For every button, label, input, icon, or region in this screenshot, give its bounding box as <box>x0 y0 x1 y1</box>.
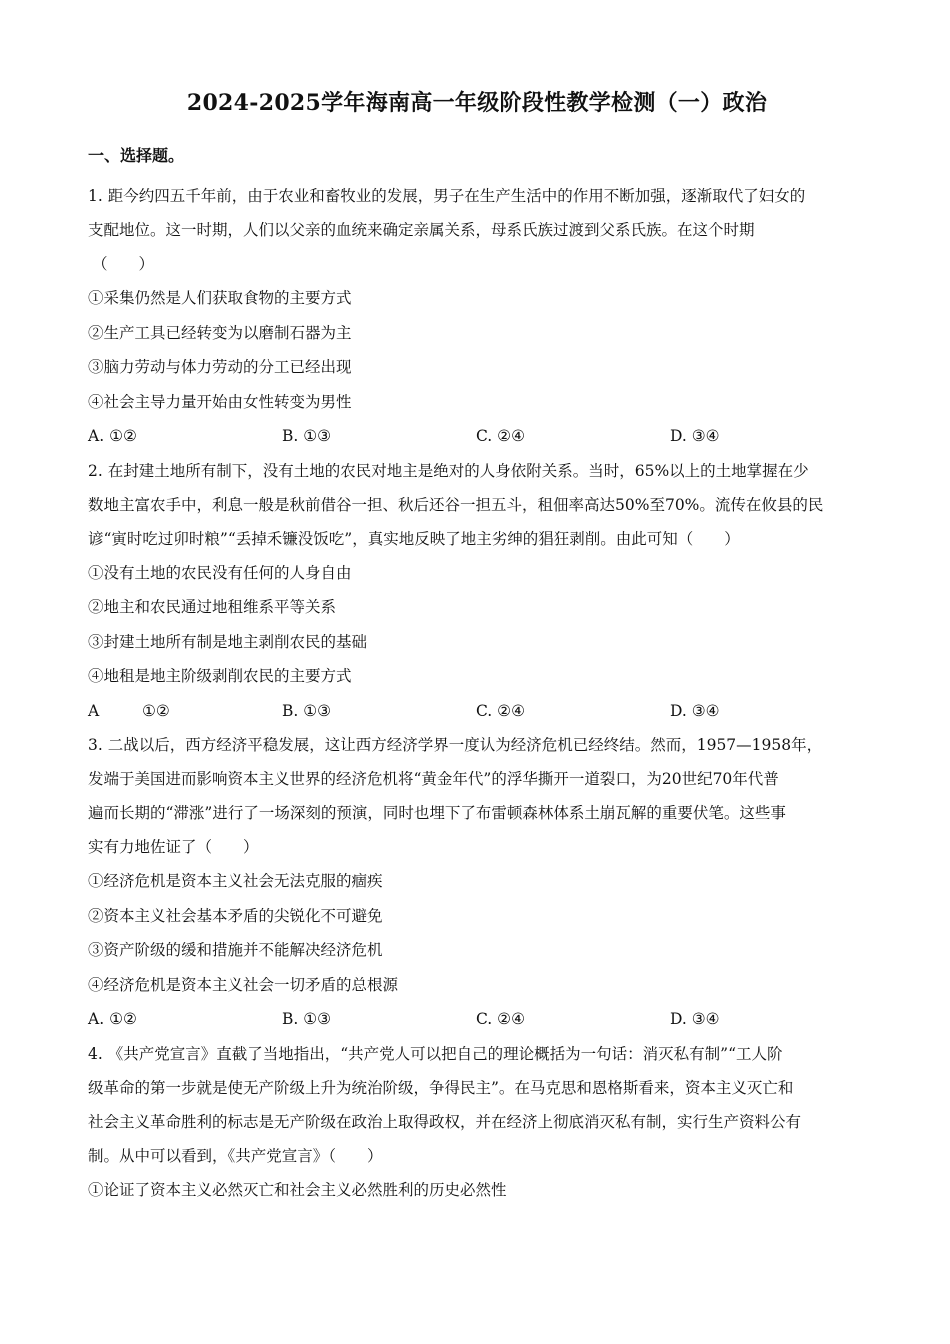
question-stem-line: 支配地位。这一时期，人们以父亲的血统来确定亲属关系，母系氏族过渡到父系氏族。在这个时期 <box>88 221 755 239</box>
choice-b <box>282 1002 476 1037</box>
choice-text: ②④ <box>497 427 525 445</box>
statement-option: ②地主和农民通过地租维系平等关系 <box>88 598 337 616</box>
question-3 <box>88 728 866 1037</box>
choice-b <box>282 419 476 454</box>
choice-a <box>88 1002 282 1037</box>
choice-letter: D. <box>670 701 687 720</box>
choice-text: ①③ <box>303 701 332 720</box>
choice-letter: A. <box>88 1010 105 1028</box>
question-stem-line: 数地主富农手中，利息一般是秋前借谷一担、秋后还谷一担五斗，租佃率高达50%至70%。流传在攸县的民 <box>88 495 824 514</box>
question-stem-line: 1. 距今约四五千年前，由于农业和畜牧业的发展，男子在生产生活中的作用不断加强，逐渐取代了妇女的 <box>88 187 806 205</box>
choice-letter: C. <box>476 701 493 720</box>
question-stem-line: 遍而长期的“滞涨”进行了一场深刻的预演，同时也埋下了布雷顿森林体系土崩瓦解的重要伏笔。这些事 <box>88 804 786 822</box>
choice-c <box>476 1002 670 1037</box>
statement-option: ①采集仍然是人们获取食物的主要方式 <box>88 289 352 307</box>
statement-option: ①经济危机是资本主义社会无法克服的痼疾 <box>88 872 383 890</box>
choice-letter: B. <box>282 427 299 445</box>
choice-letter: A <box>88 701 100 720</box>
answer-choices <box>88 694 866 729</box>
choice-d <box>670 419 864 454</box>
statement-option: ①论证了资本主义必然灭亡和社会主义必然胜利的历史必然性 <box>88 1180 507 1199</box>
question-stem-line: 实有力地佐证了（ ） <box>88 838 259 856</box>
choice-letter: A. <box>88 427 105 445</box>
question-2 <box>88 454 866 729</box>
choice-text: ③④ <box>691 427 720 445</box>
choice-text: ③④ <box>691 1010 720 1028</box>
page-title: 2024-2025学年海南高一年级阶段性教学检测（一）政治 <box>186 90 768 116</box>
choice-text: ①③ <box>303 1010 332 1028</box>
choice-c <box>476 419 670 454</box>
statement-option: ④地租是地主阶级剥削农民的主要方式 <box>88 667 352 685</box>
question-stem-line: 4. 《共产党宣言》直截了当地指出，“共产党人可以把自己的理论概括为一句话：消灭私有制”“工人阶 <box>88 1044 783 1063</box>
choice-text: ①② <box>109 1010 137 1028</box>
statement-option: ③资产阶级的缓和措施并不能解决经济危机 <box>88 941 383 959</box>
question-stem-line: 社会主义革命胜利的标志是无产阶级在政治上取得政权，并在经济上彻底消灭私有制，实行生产资料公有 <box>88 1112 802 1131</box>
choice-a <box>88 694 282 729</box>
question-stem-line: 2. 在封建土地所有制下，没有土地的农民对地主是绝对的人身依附关系。当时，65%以上的土地掌握在少 <box>88 461 809 480</box>
statement-option: ①没有土地的农民没有任何的人身自由 <box>88 563 352 582</box>
question-stem-line: 制。从中可以看到，《共产党宣言》（ ） <box>88 1146 383 1165</box>
choice-text: ①② <box>109 427 137 445</box>
statement-option: ③脑力劳动与体力劳动的分工已经出现 <box>88 358 352 376</box>
choice-letter: C. <box>476 427 493 445</box>
choice-letter: B. <box>282 1010 299 1028</box>
section-heading: 一、选择题。 <box>88 146 185 165</box>
choice-a <box>88 419 282 454</box>
answer-blank: （ ） <box>92 255 155 273</box>
statement-option: ③封建土地所有制是地主剥削农民的基础 <box>88 632 368 651</box>
answer-choices <box>88 419 866 454</box>
question-stem-line: 级革命的第一步就是使无产阶级上升为统治阶级，争得民主”。在马克思和恩格斯看来，资本主义灭亡和 <box>88 1078 794 1097</box>
choice-c <box>476 694 670 729</box>
choice-text: ③④ <box>691 701 720 720</box>
choice-letter: C. <box>476 1010 493 1028</box>
statement-option: ②资本主义社会基本矛盾的尖锐化不可避免 <box>88 906 383 925</box>
answer-choices <box>88 1002 866 1037</box>
choice-text: ①③ <box>303 427 332 445</box>
choice-letter: B. <box>282 701 299 720</box>
statement-option: ④社会主导力量开始由女性转变为男性 <box>88 392 352 411</box>
choice-text: ②④ <box>497 1010 525 1028</box>
question-stem-line: 3. 二战以后，西方经济平稳发展，这让西方经济学界一度认为经济危机已经终结。然而，1957—1958年， <box>88 736 823 754</box>
choice-letter: D. <box>670 1010 687 1028</box>
choice-text: ①② <box>142 701 170 720</box>
question-stem-line: 发端于美国进而影响资本主义世界的经济危机将“黄金年代”的浮华撕开一道裂口，为20世纪70年代普 <box>88 770 779 788</box>
choice-b <box>282 694 476 729</box>
statement-option: ④经济危机是资本主义社会一切矛盾的总根源 <box>88 975 399 994</box>
question-stem-line: 谚“寅时吃过卯时粮”“丢掉禾镰没饭吃”，真实地反映了地主劣绅的猖狂剥削。由此可知（ ） <box>88 529 740 548</box>
statement-option: ②生产工具已经转变为以磨制石器为主 <box>88 323 352 342</box>
choice-letter: D. <box>670 427 687 445</box>
question-1 <box>88 179 866 454</box>
choice-text: ②④ <box>497 701 525 720</box>
choice-d <box>670 1002 864 1037</box>
choice-d <box>670 694 864 729</box>
question-4 <box>88 1037 866 1208</box>
